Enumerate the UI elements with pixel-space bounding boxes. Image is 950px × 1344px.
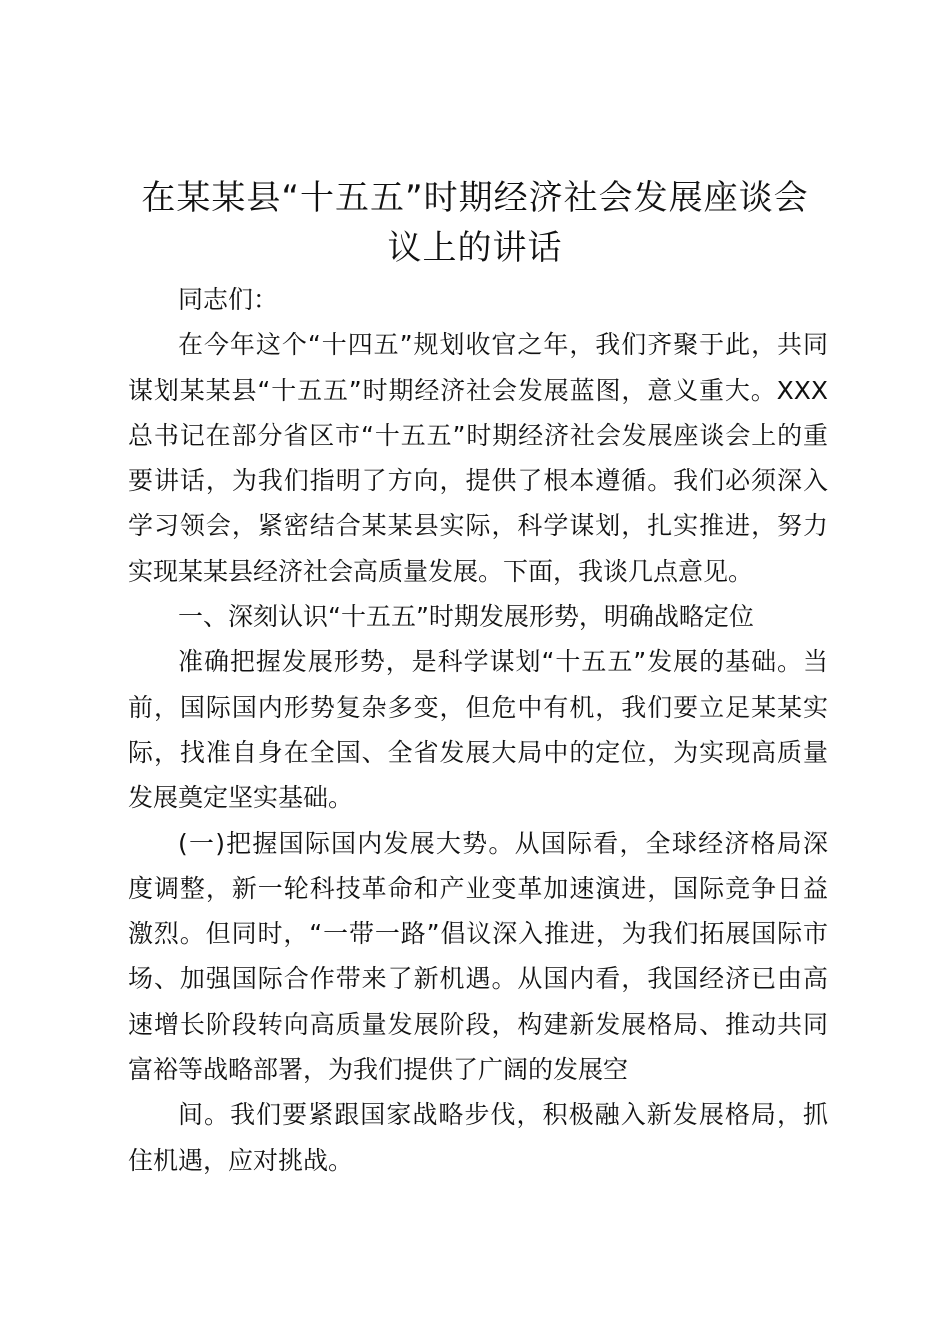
body-line: 学习领会，紧密结合某某县实际，科学谋划，扎实推进，努力 [128, 511, 828, 541]
body-line: 实现某某县经济社会高质量发展。下面，我谈几点意见。 [128, 556, 754, 586]
document-title-line-2: 议上的讲话 [387, 228, 563, 268]
body-line: 要讲话，为我们指明了方向，提供了根本遵循。我们必须深入 [128, 466, 828, 496]
body-line: (一)把握国际国内发展大势。从国际看，全球经济格局深 [178, 828, 828, 858]
body-line: 速增长阶段转向高质量发展阶段，构建新发展格局、推动共同 [128, 1009, 828, 1039]
body-line: 住机遇，应对挑战。 [128, 1145, 354, 1175]
section-heading: 一、深刻认识“十五五”时期发展形势，明确战略定位 [178, 602, 754, 632]
body-line: 总书记在部分省区市“十五五”时期经济社会发展座谈会上的重 [128, 420, 828, 450]
body-line: 前，国际国内形势复杂多变，但危中有机，我们要立足某某实 [128, 692, 828, 722]
body-line: 间。我们要紧跟国家战略步伐，积极融入新发展格局，抓 [178, 1100, 828, 1130]
body-line: 谋划某某县“十五五”时期经济社会发展蓝图，意义重大。XXX [128, 375, 828, 405]
body-line: 场、加强国际合作带来了新机遇。从国内看，我国经济已由高 [128, 964, 828, 994]
document-title-line-1: 在某某县“十五五”时期经济社会发展座谈会 [141, 178, 809, 218]
body-line: 发展奠定坚实基础。 [128, 783, 354, 813]
body-line: 激烈。但同时，“一带一路”倡议深入推进，为我们拓展国际市 [128, 919, 828, 949]
body-line: 准确把握发展形势，是科学谋划“十五五”发展的基础。当 [178, 647, 828, 677]
body-line: 同志们： [178, 285, 279, 314]
body-line: 在今年这个“十四五”规划收官之年，我们齐聚于此，共同 [178, 330, 828, 360]
body-line: 度调整，新一轮科技革命和产业变革加速演进，国际竞争日益 [128, 873, 828, 903]
document-body [128, 277, 828, 1183]
body-line: 富裕等战略部署，为我们提供了广阔的发展空 [128, 1055, 629, 1085]
body-line: 际，找准自身在全国、全省发展大局中的定位，为实现高质量 [128, 737, 828, 767]
